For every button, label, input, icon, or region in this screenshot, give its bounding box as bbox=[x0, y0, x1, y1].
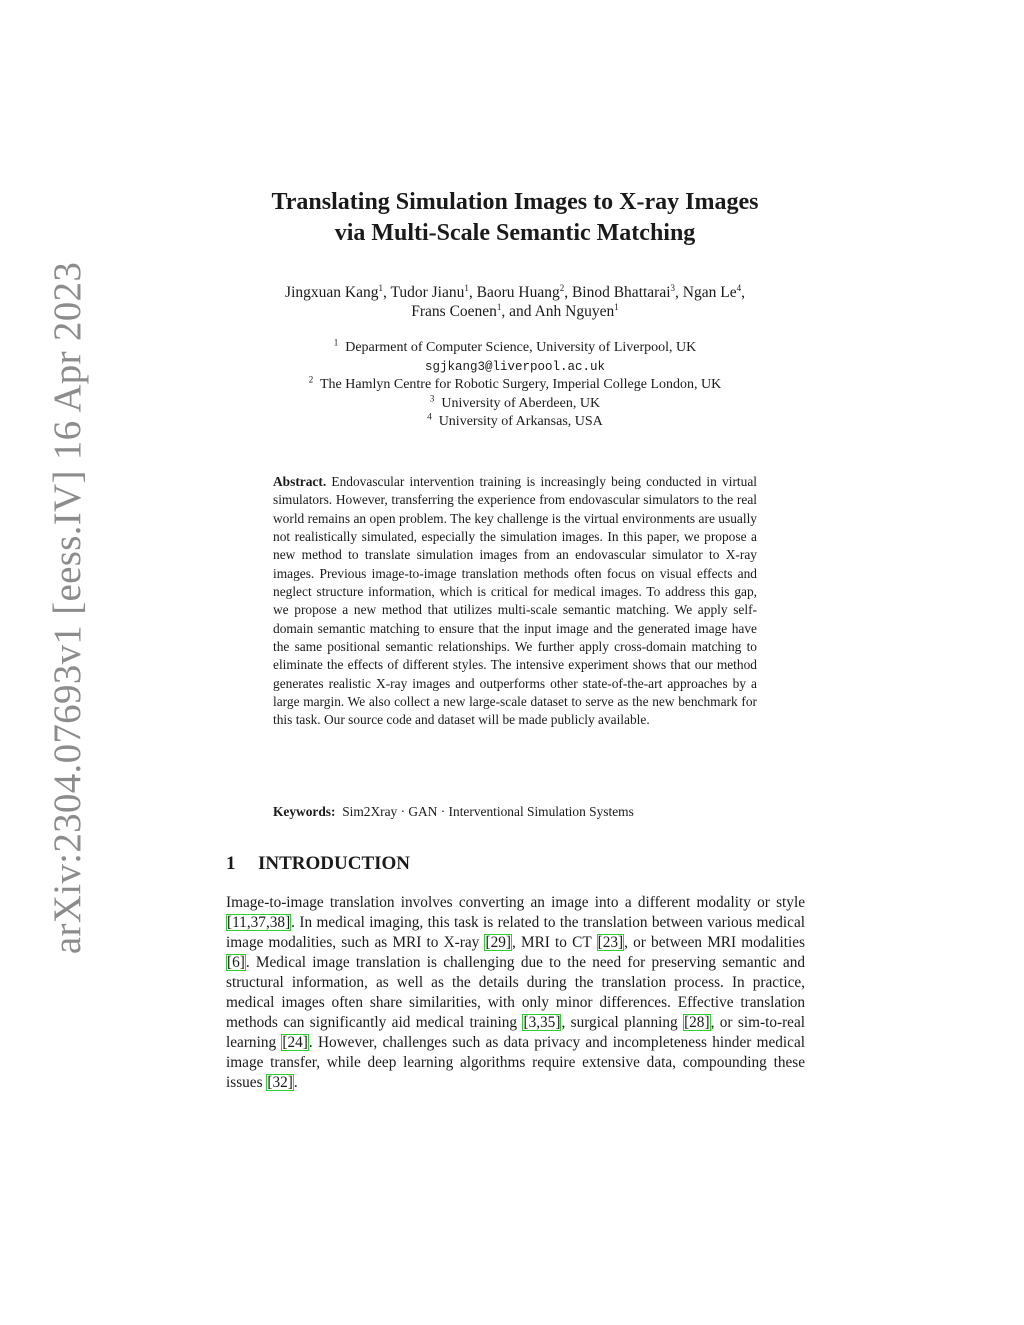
keywords-text: Sim2Xray · GAN · Interventional Simulation Systems bbox=[342, 804, 634, 819]
affiliation: $^2$ The Hamlyn Centre for Robotic Surgery, Imperial College London, UK bbox=[308, 374, 722, 392]
abstract-label: Abstract. bbox=[273, 474, 327, 489]
author: Frans Coenen$^1$ bbox=[411, 301, 502, 320]
intro-paragraph: Image-to-image translation involves converting an image into a different modality or style [11,37,38]. In medical imaging, this task is related to the translation between various medical image modalities, such as MRI to X-ray [29], MRI to CT [23], or between MRI modalities [6]. Medical image translation is challenging due to the need for preserving semantic and structural information, as well as the details during the translation process. In practice, medical images often share similarities, with only minor differences. Effective translation methods can significantly aid medical training [3,35], surgical planning [28], or sim-to-real learning [24]. However, challenges such as data privacy and incompleteness hinder medical image transfer, while deep learning algorithms require extensive data, compounding these issues [32]. bbox=[226, 894, 805, 1091]
author: Ngan Le$^4$ bbox=[682, 282, 742, 301]
title-line-1: Translating Simulation Images to X-ray Images bbox=[271, 189, 759, 215]
author: Anh Nguyen$^1$ bbox=[534, 301, 619, 320]
affiliation: $^4$ University of Arkansas, USA bbox=[427, 411, 603, 429]
paper-title bbox=[200, 187, 830, 249]
abstract bbox=[273, 473, 757, 730]
citation-link[interactable]: [3,35] bbox=[523, 1014, 561, 1031]
author-list: Jingxuan Kang$^1$, Tudor Jianu$^1$, Baoru Huang$^2$, Binod Bhattarai$^3$, Ngan Le$^4$, Frans Coenen$^1$, and Anh Nguyen$^1$ bbox=[285, 282, 745, 320]
citation-link[interactable]: [23] bbox=[597, 934, 624, 951]
arxiv-identifier: arXiv:2304.07693v1 [eess.IV] 16 Apr 2023 bbox=[46, 261, 89, 955]
abstract-text: Endovascular intervention training is increasingly being conducted in virtual simulators. However, transferring the experience from endovascular simulators to the real world remains an open problem. The key challenge is the virtual environments are usually not realistically simulated, especially the simulation images. In this paper, we propose a new method to translate simulation images from an endovascular simulator to X-ray images. Previous image-to-image translation methods often focus on visual effects and neglect structure information, which is critical for medical images. To address this gap, we propose a new method that utilizes multi-scale semantic matching. We apply self-domain semantic matching to ensure that the input image and the generated image have the same positional semantic relationships. We further apply cross-domain matching to eliminate the effects of different styles. The intensive experiment shows that our method generates realistic X-ray images and outperforms other state-of-the-art approaches by a large margin. We also collect a new large-scale dataset to serve as the new benchmark for this task. Our source code and dataset will be made publicly available. bbox=[273, 474, 757, 728]
keywords bbox=[273, 803, 757, 821]
citation-link[interactable]: [6] bbox=[227, 954, 245, 971]
author: Baoru Huang$^2$ bbox=[476, 282, 565, 301]
citation-link[interactable]: [11,37,38] bbox=[227, 914, 291, 931]
affiliation: $^1$ Deparment of Computer Science, University of Liverpool, UK bbox=[333, 337, 697, 355]
author: Tudor Jianu$^1$ bbox=[390, 282, 469, 301]
section-number: 1 bbox=[226, 853, 236, 874]
section-heading bbox=[226, 852, 410, 876]
citation-link[interactable]: [24] bbox=[282, 1034, 308, 1051]
affiliation-list bbox=[220, 339, 810, 432]
keywords-label: Keywords: bbox=[273, 804, 336, 819]
title-line-2: via Multi-Scale Semantic Matching bbox=[334, 220, 696, 246]
author: Jingxuan Kang$^1$ bbox=[285, 282, 383, 301]
affiliation: $^3$ University of Aberdeen, UK bbox=[429, 392, 601, 411]
author-email[interactable]: sgjkang3@liverpool.ac.uk bbox=[424, 359, 606, 374]
section-title: INTRODUCTION bbox=[258, 853, 411, 874]
citation-link[interactable]: [32] bbox=[267, 1074, 293, 1091]
author: Binod Bhattarai$^3$ bbox=[571, 282, 676, 301]
citation-link[interactable]: [29] bbox=[485, 934, 511, 951]
citation-link[interactable]: [28] bbox=[684, 1014, 710, 1031]
